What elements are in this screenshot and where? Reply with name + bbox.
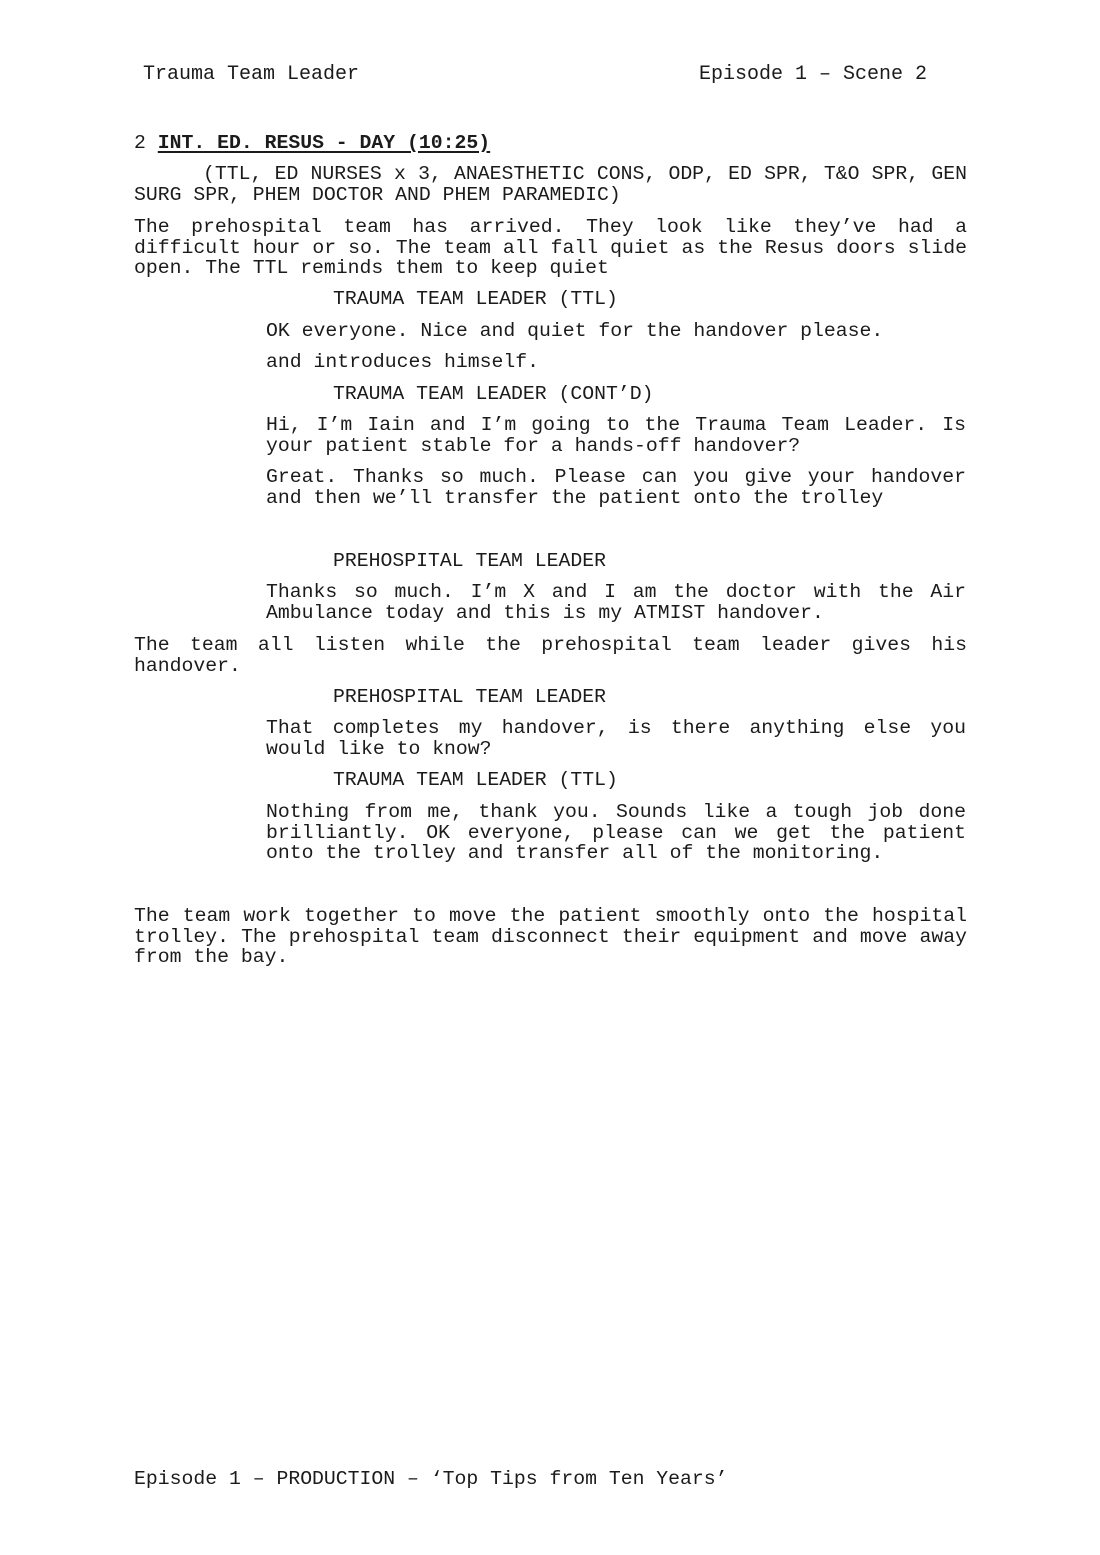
action-line: trolley. The prehospital team disconnect their equipment and move away [134,925,967,948]
header-episode-scene: Episode 1 – Scene 2 [699,63,928,86]
cast-list-line: (TTL, ED NURSES x 3, ANAESTHETIC CONS, ODP, ED SPR, T&O SPR, GEN [203,163,967,185]
dialogue-block [266,415,966,456]
dialogue-line: onto the trolley and transfer all of the monitoring. [266,842,884,865]
dialogue-line: brilliantly. OK everyone, please can we get the patient [266,821,966,844]
dialogue-line: Hi, I’m Iain and I’m going to the Trauma Team Leader. Is [266,414,966,436]
action-line: The prehospital team has arrived. They look like they’ve had a [134,216,967,238]
action-paragraph [134,217,967,279]
cast-list [134,164,967,205]
dialogue-block [266,718,966,759]
dialogue-block [266,582,966,623]
cast-list-line: SURG SPR, PHEM DOCTOR AND PHEM PARAMEDIC) [134,183,621,206]
action-line: The team all listen while the prehospital team leader gives his [134,634,967,656]
scene-slugline: INT. ED. RESUS - DAY (10:25) [157,132,491,154]
action-line: open. The TTL reminds them to keep quiet [134,257,609,280]
scene-number: 2 [134,132,146,154]
action-paragraph [134,906,967,968]
dialogue-line: Great. Thanks so much. Please can you give your handover [266,466,966,488]
action-paragraph [134,635,967,676]
dialogue-line: OK everyone. Nice and quiet for the handover please. [266,320,884,342]
dialogue-block [266,467,966,508]
character-cue: TRAUMA TEAM LEADER (CONT’D) [333,383,654,405]
dialogue-line: That completes my handover, is there anything else you [266,717,966,739]
action-line: handover. [134,654,241,677]
footer-text: Episode 1 – PRODUCTION – ‘Top Tips from Ten Years’ [134,1468,728,1490]
dialogue-line: and then we’ll transfer the patient onto the trolley [266,486,884,509]
character-cue: PREHOSPITAL TEAM LEADER [333,686,607,708]
character-cue: PREHOSPITAL TEAM LEADER [333,550,607,572]
dialogue-line: Thanks so much. I’m X and I am the doctor with the Air [266,581,966,603]
dialogue-line: Nothing from me, thank you. Sounds like a tough job done [266,801,966,823]
dialogue-line: Ambulance today and this is my ATMIST handover. [266,601,824,624]
header-title: Trauma Team Leader [143,63,360,86]
dialogue-line: your patient stable for a hands-off handover? [266,434,801,457]
scene-heading [134,133,490,154]
action-line: difficult hour or so. The team all fall quiet as the Resus doors slide [134,236,967,259]
action-line: The team work together to move the patient smoothly onto the hospital [134,905,967,927]
action-line: from the bay. [134,946,289,969]
dialogue-block [266,321,966,342]
stage-direction: and introduces himself. [266,351,540,373]
dialogue-line: would like to know? [266,737,492,760]
character-cue: TRAUMA TEAM LEADER (TTL) [333,288,618,310]
dialogue-block [266,802,966,864]
character-cue: TRAUMA TEAM LEADER (TTL) [333,769,618,791]
